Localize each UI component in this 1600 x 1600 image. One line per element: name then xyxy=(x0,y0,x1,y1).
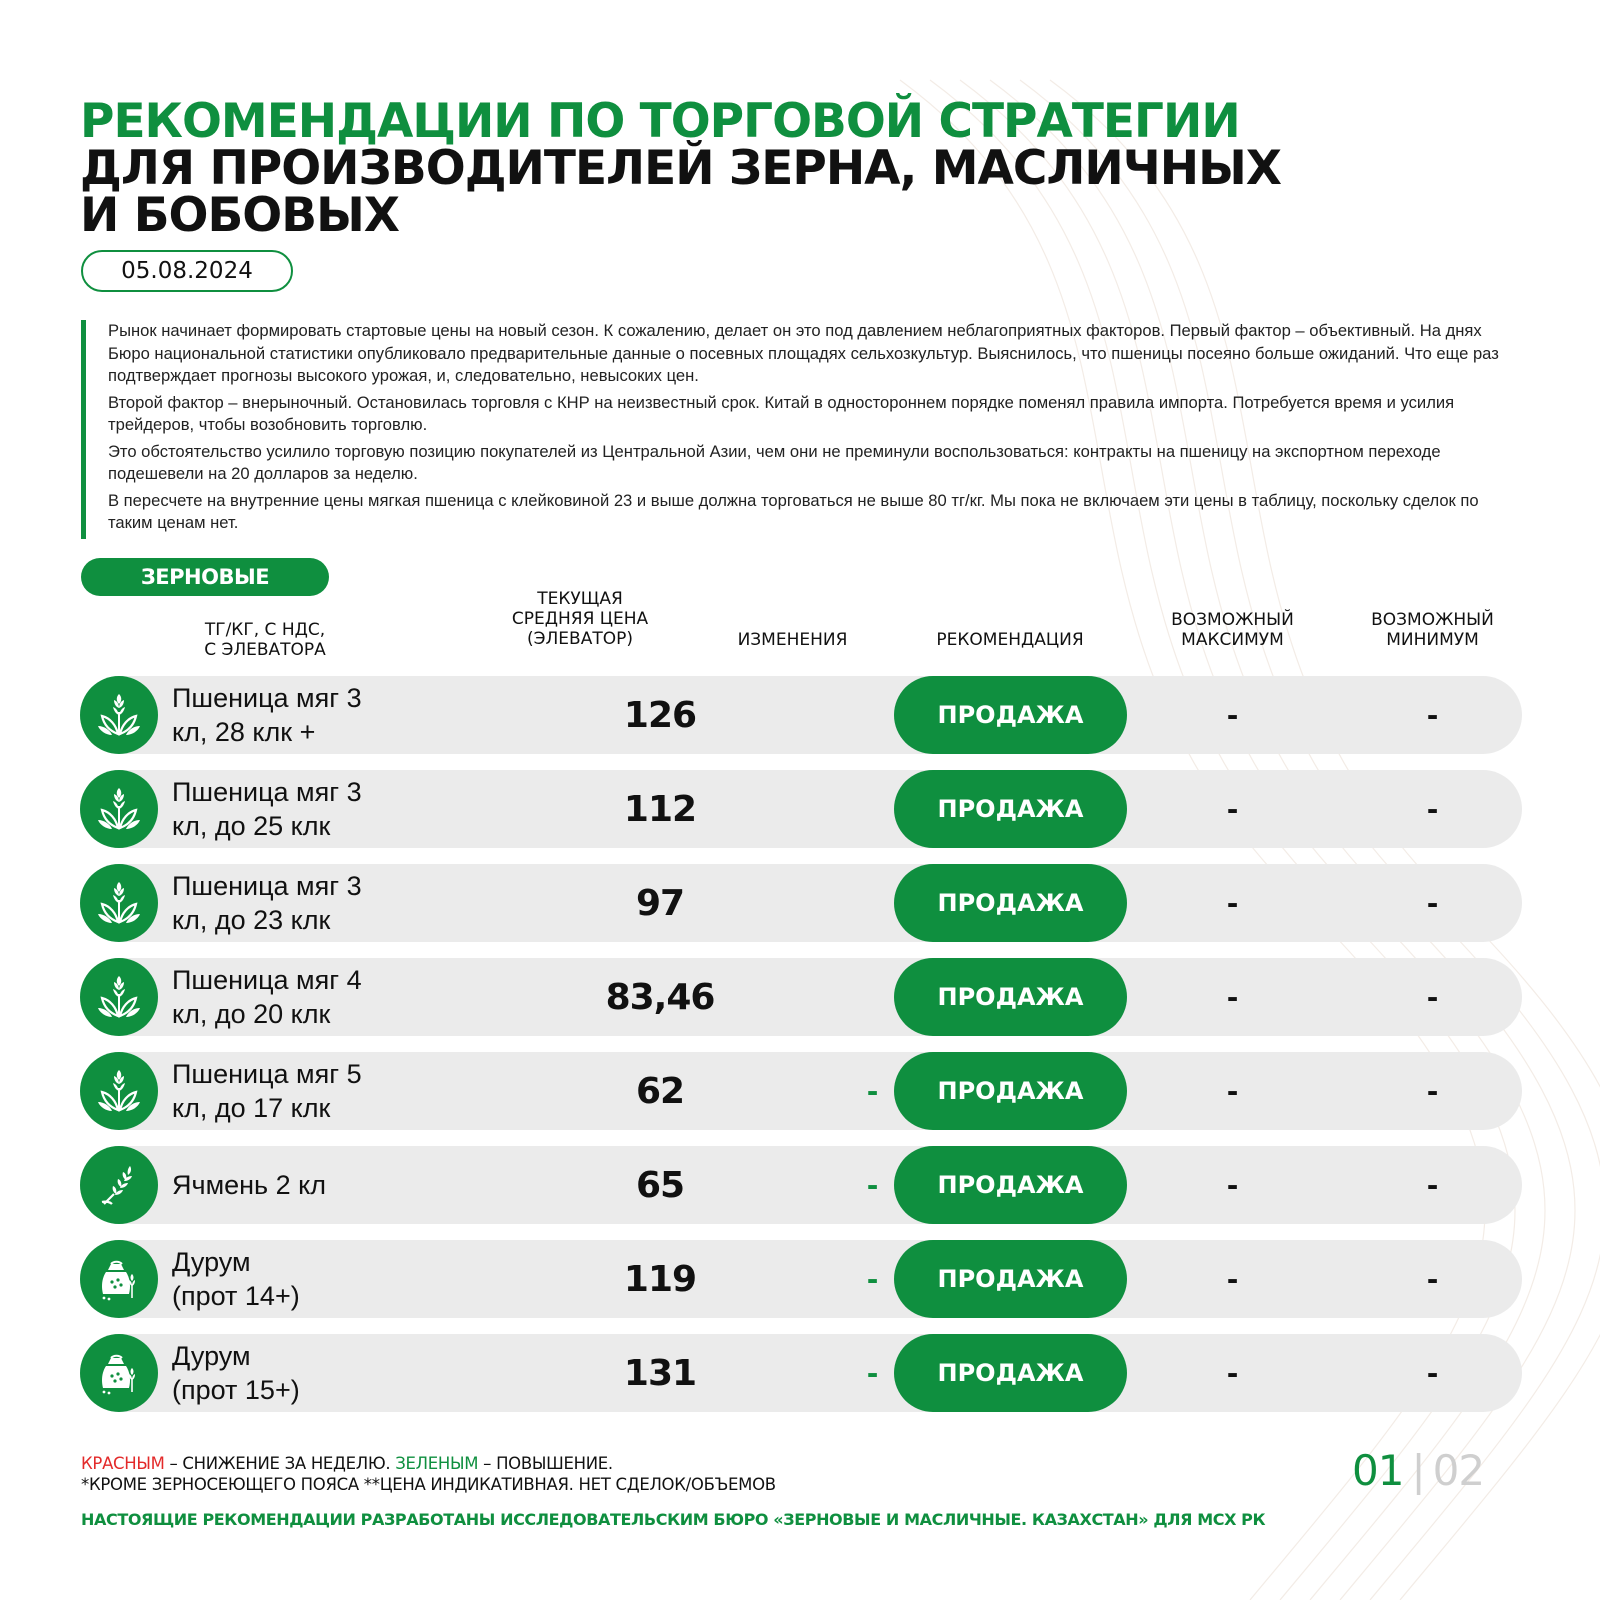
intro-paragraph: Рынок начинает формировать стартовые цены на новый сезон. К сожалению, делает он это под давлением неблагоприятных факторов. Первый фактор – объективный. На днях Бюро национальной статистики опубликовало предварительные данные о посевных площадях сельхозкультур. Выяснилось, что пшеницы посеяно больше ожиданий. Что еще раз подтверждает прогнозы высокого урожая, и, следовательно, невысоких цен. xyxy=(108,321,1499,385)
current-price: 97 xyxy=(635,882,685,924)
header-min: ВОЗМОЖНЫЙ МИНИМУМ xyxy=(1371,610,1494,650)
intro-paragraph: Второй фактор – внерыночный. Остановилась торговля с КНР на неизвестный срок. Китай в одностороннем порядке поменял правила импорта. Потребуется время и усилия трейдеров, чтобы возобновить торговлю. xyxy=(108,392,1455,434)
intro-paragraph: Это обстоятельство усилило торговую позицию покупателей из Центральной Азии, чем они не преминули воспользоваться: контракты на пшеницу на экспортном переходе подешевели на 20 долларов за неделю. xyxy=(108,441,1441,483)
crop-name: Ячмень 2 кл xyxy=(172,1170,327,1200)
title-line-3: И БОБОВЫХ xyxy=(80,188,400,243)
possible-max: - xyxy=(1226,886,1239,920)
header-price: ТЕКУЩАЯ СРЕДНЯЯ ЦЕНА (ЭЛЕВАТОР) xyxy=(511,589,649,649)
recommendation-badge: ПРОДАЖА xyxy=(894,676,1127,754)
crop-name: Пшеница мяг 3 кл, 28 клк + xyxy=(172,683,362,747)
table-row xyxy=(80,1146,1522,1224)
legend xyxy=(81,1453,1181,1495)
possible-min: - xyxy=(1426,1356,1439,1390)
page-total: 02 xyxy=(1432,1445,1485,1495)
section-label: ЗЕРНОВЫЕ xyxy=(81,558,329,596)
table-row xyxy=(80,676,1522,754)
intro-paragraph: В пересчете на внутренние цены мягкая пшеница с клейковиной 23 и выше должна торговаться не выше 80 тг/кг. Мы пока не включаем эти цены в таблицу, поскольку сделок по таким ценам нет. xyxy=(108,490,1479,532)
recommendation-badge: ПРОДАЖА xyxy=(894,1146,1127,1224)
wheat-plant-icon xyxy=(80,770,158,848)
recommendation-badge: ПРОДАЖА xyxy=(894,958,1127,1036)
possible-min: - xyxy=(1426,792,1439,826)
table-row xyxy=(80,770,1522,848)
wheat-plant-icon xyxy=(80,676,158,754)
grain-sack-icon xyxy=(80,1334,158,1412)
current-price: 131 xyxy=(623,1352,697,1394)
legend-green-text: – ПОВЫШЕНИЕ. xyxy=(478,1454,613,1473)
header-max: ВОЗМОЖНЫЙ МАКСИМУМ xyxy=(1171,610,1294,650)
legend-red-word: КРАСНЫМ xyxy=(81,1454,165,1473)
possible-min: - xyxy=(1426,886,1439,920)
barley-ear-icon xyxy=(80,1146,158,1224)
table-row xyxy=(80,864,1522,942)
recommendation-badge: ПРОДАЖА xyxy=(894,1052,1127,1130)
possible-max: - xyxy=(1226,1074,1239,1108)
price-change: - xyxy=(866,1262,879,1296)
date-badge: 05.08.2024 xyxy=(81,250,293,292)
wheat-plant-icon xyxy=(80,958,158,1036)
current-price: 126 xyxy=(623,694,697,736)
possible-max: - xyxy=(1226,792,1239,826)
price-change: - xyxy=(866,1356,879,1390)
grain-sack-icon xyxy=(80,1240,158,1318)
current-price: 83,46 xyxy=(605,976,715,1018)
title-line-2: ДЛЯ ПРОИЗВОДИТЕЛЕЙ ЗЕРНА, МАСЛИЧНЫХ xyxy=(80,141,1282,196)
possible-max: - xyxy=(1226,1356,1239,1390)
price-change: - xyxy=(866,1074,879,1108)
header-unit: ТГ/КГ, С НДС, С ЭЛЕВАТОРА xyxy=(204,620,326,660)
possible-min: - xyxy=(1426,1168,1439,1202)
crop-name: Пшеница мяг 4 кл, до 20 клк xyxy=(172,965,362,1029)
recommendation-badge: ПРОДАЖА xyxy=(894,770,1127,848)
legend-line-2: *КРОМЕ ЗЕРНОСЕЮЩЕГО ПОЯСА **ЦЕНА ИНДИКАТИВНАЯ. НЕТ СДЕЛОК/ОБЪЕМОВ xyxy=(81,1475,776,1494)
intro-text xyxy=(81,320,1526,539)
possible-min: - xyxy=(1426,698,1439,732)
current-price: 112 xyxy=(623,788,697,830)
current-price: 62 xyxy=(635,1070,685,1112)
wheat-plant-icon xyxy=(80,864,158,942)
page-separator: | xyxy=(1411,1445,1425,1495)
current-price: 119 xyxy=(623,1258,697,1300)
possible-min: - xyxy=(1426,1262,1439,1296)
crop-name: Пшеница мяг 3 кл, до 23 клк xyxy=(172,871,362,935)
footer-note: НАСТОЯЩИЕ РЕКОМЕНДАЦИИ РАЗРАБОТАНЫ ИССЛЕДОВАТЕЛЬСКИМ БЮРО «ЗЕРНОВЫЕ И МАСЛИЧНЫЕ. КАЗАХСТАН» ДЛЯ МСХ РК xyxy=(81,1510,1266,1529)
current-price: 65 xyxy=(635,1164,685,1206)
crop-name: Дурум (прот 15+) xyxy=(172,1341,300,1405)
page-title xyxy=(80,94,1540,243)
header-change: ИЗМЕНЕНИЯ xyxy=(737,630,848,650)
price-change: - xyxy=(866,1168,879,1202)
possible-max: - xyxy=(1226,698,1239,732)
recommendation-badge: ПРОДАЖА xyxy=(894,1334,1127,1412)
header-recommendation: РЕКОМЕНДАЦИЯ xyxy=(936,630,1084,650)
table-row xyxy=(80,958,1522,1036)
title-line-1: РЕКОМЕНДАЦИИ ПО ТОРГОВОЙ СТРАТЕГИИ xyxy=(80,94,1240,149)
table-row xyxy=(80,1334,1522,1412)
possible-min: - xyxy=(1426,980,1439,1014)
legend-red-text: – СНИЖЕНИЕ ЗА НЕДЕЛЮ. xyxy=(164,1454,396,1473)
legend-line-1 xyxy=(81,1453,1181,1474)
page-current: 01 xyxy=(1352,1445,1404,1495)
recommendation-badge: ПРОДАЖА xyxy=(894,1240,1127,1318)
crop-name: Дурум (прот 14+) xyxy=(172,1247,300,1311)
recommendation-badge: ПРОДАЖА xyxy=(894,864,1127,942)
table-row xyxy=(80,1240,1522,1318)
possible-max: - xyxy=(1226,1168,1239,1202)
crop-name: Пшеница мяг 3 кл, до 25 клк xyxy=(172,777,362,841)
page-indicator xyxy=(1352,1446,1527,1494)
possible-min: - xyxy=(1426,1074,1439,1108)
legend-green-word: ЗЕЛЕНЫМ xyxy=(395,1454,479,1473)
price-table xyxy=(80,676,1522,1428)
possible-max: - xyxy=(1226,980,1239,1014)
table-row xyxy=(80,1052,1522,1130)
wheat-plant-icon xyxy=(80,1052,158,1130)
crop-name: Пшеница мяг 5 кл, до 17 клк xyxy=(172,1059,362,1123)
possible-max: - xyxy=(1226,1262,1239,1296)
